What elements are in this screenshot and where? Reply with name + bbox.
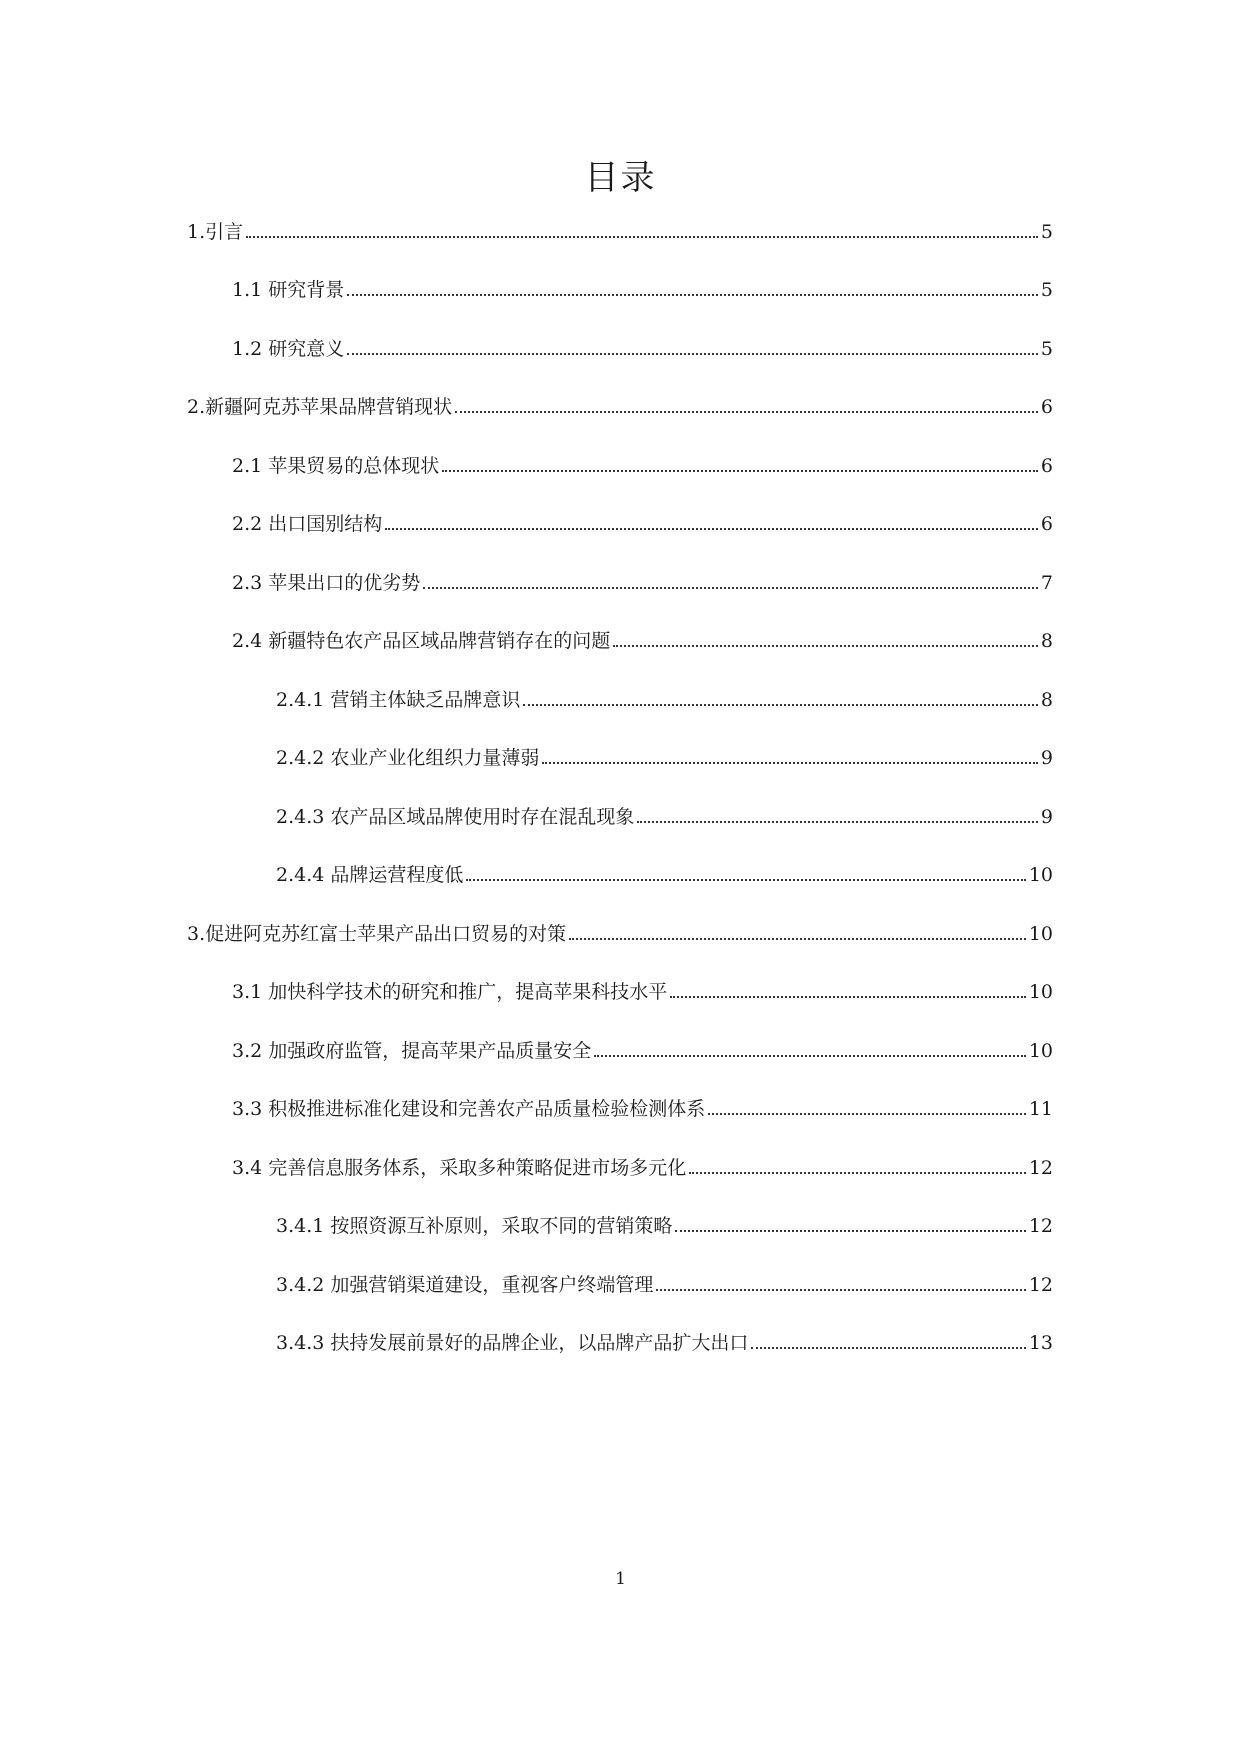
toc-entry[interactable] (276, 1211, 1053, 1239)
toc-entry[interactable] (232, 1036, 1053, 1064)
toc-entry[interactable] (232, 275, 1053, 303)
toc-entry-title: 2.1 苹果贸易的总体现状 (232, 455, 440, 477)
toc-entry-page: 9 (1040, 806, 1053, 828)
toc-entry-page: 6 (1040, 455, 1053, 477)
page-title: 目录 (584, 158, 657, 198)
toc-entry-title: 3.促进阿克苏红富士苹果产品出口贸易的对策 (187, 923, 567, 945)
toc-entry-page: 13 (1028, 1332, 1053, 1354)
toc-entry[interactable] (187, 217, 1053, 245)
toc-entry-page: 9 (1040, 747, 1053, 769)
toc-entry[interactable] (232, 568, 1053, 596)
toc-entry-title: 1.引言 (187, 221, 244, 243)
toc-entry-title: 1.2 研究意义 (232, 338, 345, 360)
toc-entry[interactable] (232, 1094, 1053, 1122)
dot-leader (542, 762, 1038, 764)
toc-entry[interactable] (232, 509, 1053, 537)
dot-leader (423, 587, 1038, 589)
toc-entry-title: 3.4.2 加强营销渠道建设，重视客户终端管理 (276, 1274, 654, 1296)
dot-leader (347, 294, 1038, 296)
toc-entry[interactable] (232, 1153, 1053, 1181)
dot-leader (637, 821, 1038, 823)
toc-entry-title: 3.4 完善信息服务体系，采取多种策略促进市场多元化 (232, 1157, 687, 1179)
toc-entry-page: 10 (1028, 981, 1053, 1003)
toc-entry[interactable] (232, 626, 1053, 654)
toc-entry-title: 2.4.4 品牌运营程度低 (276, 864, 464, 886)
dot-leader (656, 1289, 1025, 1291)
toc-entry-page: 12 (1028, 1215, 1053, 1237)
toc-entry-page: 7 (1040, 572, 1053, 594)
toc-entry-page: 10 (1028, 923, 1053, 945)
toc-entry[interactable] (232, 334, 1053, 362)
toc-entry-title: 3.3 积极推进标准化建设和完善农产品质量检验检测体系 (232, 1098, 706, 1120)
toc-entry-page: 12 (1028, 1274, 1053, 1296)
toc-entry-title: 2.2 出口国别结构 (232, 513, 383, 535)
dot-leader (751, 1347, 1025, 1349)
toc-entry-page: 8 (1040, 689, 1053, 711)
toc-entry-title: 1.1 研究背景 (232, 279, 345, 301)
dot-leader (523, 704, 1038, 706)
toc-entry-title: 2.3 苹果出口的优劣势 (232, 572, 421, 594)
dot-leader (708, 1113, 1026, 1115)
toc-entry[interactable] (187, 919, 1053, 947)
toc-entry-page: 6 (1040, 396, 1053, 418)
toc-entry-page: 10 (1028, 864, 1053, 886)
toc-entry[interactable] (276, 860, 1053, 888)
dot-leader (594, 1055, 1026, 1057)
dot-leader (455, 411, 1038, 413)
toc-entry[interactable] (232, 977, 1053, 1005)
toc-entry[interactable] (187, 392, 1053, 420)
toc-entry[interactable] (276, 1328, 1053, 1356)
toc-entry-page: 5 (1040, 338, 1053, 360)
toc-entry-title: 2.4.1 营销主体缺乏品牌意识 (276, 689, 521, 711)
toc-entry-title: 2.4 新疆特色农产品区域品牌营销存在的问题 (232, 630, 611, 652)
dot-leader (569, 938, 1026, 940)
dot-leader (670, 996, 1026, 998)
toc-entry-page: 5 (1040, 221, 1053, 243)
dot-leader (385, 528, 1038, 530)
toc-entry-title: 3.4.1 按照资源互补原则，采取不同的营销策略 (276, 1215, 673, 1237)
dot-leader (347, 353, 1038, 355)
dot-leader (442, 470, 1038, 472)
dot-leader (675, 1230, 1025, 1232)
dot-leader (613, 645, 1038, 647)
dot-leader (466, 879, 1025, 881)
toc-entry-title: 3.2 加强政府监管，提高苹果产品质量安全 (232, 1040, 592, 1062)
toc-entry[interactable] (232, 451, 1053, 479)
toc-entry-title: 2.4.3 农产品区域品牌使用时存在混乱现象 (276, 806, 635, 828)
toc-entry[interactable] (276, 802, 1053, 830)
toc-entry-page: 10 (1028, 1040, 1053, 1062)
toc-entry-title: 2.新疆阿克苏苹果品牌营销现状 (187, 396, 453, 418)
toc-entry-page: 6 (1040, 513, 1053, 535)
toc-entry-page: 12 (1028, 1157, 1053, 1179)
toc-entry-title: 2.4.2 农业产业化组织力量薄弱 (276, 747, 540, 769)
dot-leader (246, 236, 1038, 238)
toc-entry-title: 3.4.3 扶持发展前景好的品牌企业，以品牌产品扩大出口 (276, 1332, 749, 1354)
toc-entry-page: 11 (1028, 1098, 1053, 1120)
dot-leader (689, 1172, 1026, 1174)
toc-entry-title: 3.1 加快科学技术的研究和推广，提高苹果科技水平 (232, 981, 668, 1003)
page-number: 1 (615, 1569, 626, 1589)
toc-entry[interactable] (276, 743, 1053, 771)
toc-entry[interactable] (276, 685, 1053, 713)
toc-entry-page: 5 (1040, 279, 1053, 301)
toc-entry-page: 8 (1040, 630, 1053, 652)
toc-entry[interactable] (276, 1270, 1053, 1298)
